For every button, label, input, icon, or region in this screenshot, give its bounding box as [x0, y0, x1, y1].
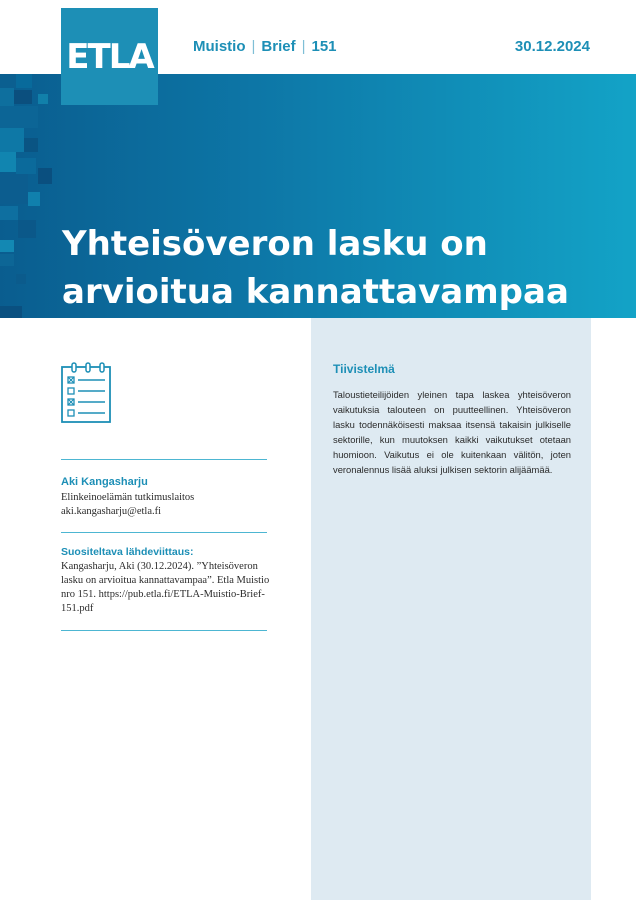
- etla-logo[interactable]: [61, 8, 158, 105]
- title-banner: [0, 74, 636, 318]
- pixel-decoration: [38, 94, 48, 104]
- pixel-decoration: [0, 106, 38, 128]
- divider-line: [61, 630, 267, 631]
- pixel-decoration: [38, 168, 52, 184]
- series-name: Muistio: [193, 38, 246, 55]
- pixel-decoration: [18, 220, 36, 238]
- series-type: Brief: [261, 38, 296, 55]
- divider-line: [61, 459, 267, 460]
- series-divider: |: [251, 38, 256, 55]
- pixel-decoration: [0, 240, 14, 252]
- logo-text: ETLA: [66, 36, 153, 77]
- pixel-decoration: [24, 138, 38, 152]
- author-name: Aki Kangasharju: [61, 476, 148, 488]
- pixel-decoration: [0, 128, 24, 152]
- pixel-decoration: [0, 206, 18, 220]
- author-email[interactable]: aki.kangasharju@etla.fi: [61, 506, 162, 517]
- citation-text: Kangasharju, Aki (30.12.2024). ”Yhteisöveron lasku on arvioitua kannattavampaa”. Etla Muistio nro 151. https://pub.etla.fi/ETLA-Muistio-Brief-151.pdf: [61, 561, 270, 614]
- citation-heading: Suositeltava lähdeviittaus:: [61, 546, 194, 558]
- pixel-decoration: [16, 158, 36, 174]
- pixel-decoration: [14, 90, 32, 104]
- pixel-decoration: [0, 306, 22, 318]
- summary-text: Taloustieteilijöiden yleinen tapa laskea yhteisöveron vaikutuksia talouteen on puutteellinen. Yhteisöveron lasku todennäköisesti maksaa itsensä takaisin julkiselle sektorille, kun muutoksen kaikki vaikutukset otetaan huomioon. Vaikutus ei ole kuitenkaan välitön, joten veronalennus lisää aluksi julkisen sektorin alijäämää.: [333, 389, 571, 475]
- series-divider: |: [301, 38, 306, 55]
- pixel-decoration: [0, 152, 16, 172]
- pixel-decoration: [16, 74, 32, 88]
- series-number: 151: [311, 38, 337, 55]
- series-info: [193, 38, 337, 55]
- publication-date: 30.12.2024: [514, 38, 590, 55]
- pixel-decoration: [0, 74, 16, 88]
- document-title: Yhteisöveron lasku on arvioitua kannattavampaa: [62, 224, 569, 312]
- summary-heading: Tiivistelmä: [333, 362, 395, 376]
- pixel-decoration: [0, 254, 14, 266]
- pixel-decoration: [0, 174, 28, 204]
- pixel-decoration: [0, 88, 14, 106]
- divider-line: [61, 532, 267, 533]
- pixel-decoration: [28, 192, 40, 206]
- author-organization: Elinkeinoelämän tutkimuslaitos: [61, 492, 195, 503]
- checklist-document-icon: [60, 362, 112, 424]
- pixel-decoration: [16, 274, 26, 284]
